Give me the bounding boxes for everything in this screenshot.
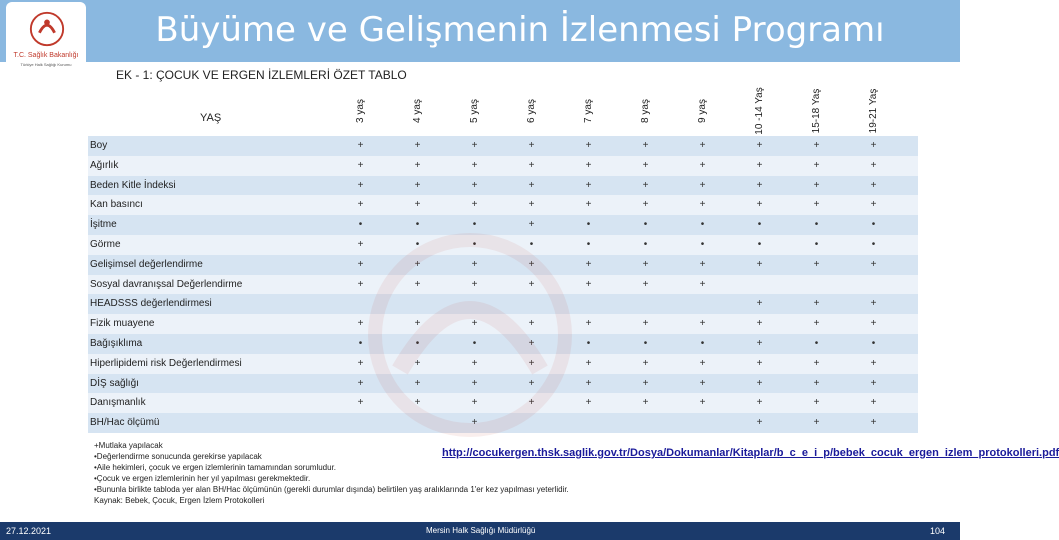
page-number: 104 (930, 526, 946, 536)
protocol-link[interactable]: http://cocukergen.thsk.saglik.gov.tr/Dosya/Dokumanlar/Kitaplar/b_c_e_i_p/bebek_cocuk_ergen_izlem_protokolleri.pdf (442, 447, 1059, 459)
table-cell: + (756, 258, 763, 270)
table-cell: • (415, 338, 420, 349)
table-subtitle: EK - 1: ÇOCUK VE ERGEN İZLEMLERİ ÖZET TABLO (116, 68, 407, 82)
table-cell: • (871, 338, 876, 349)
table-cell: • (700, 338, 705, 349)
table-cell: + (756, 140, 763, 151)
table-cell: + (699, 397, 706, 409)
table-cell: • (586, 239, 591, 250)
table-cell: + (528, 219, 535, 231)
table-cell: + (870, 199, 877, 211)
table-cell: • (472, 338, 477, 349)
table-cell: + (870, 318, 877, 330)
column-header (845, 86, 902, 136)
table-cell: + (699, 377, 706, 389)
table-cell: + (471, 357, 478, 369)
table-cell: + (471, 318, 478, 330)
table-cell: + (870, 377, 877, 389)
table-cell: + (756, 417, 763, 429)
footnote-line: •Aile hekimleri, çocuk ve ergen izlemlerinin tamamından sorumludur. (94, 463, 337, 472)
table-cell: • (472, 219, 477, 231)
table-cell: + (471, 199, 478, 211)
table-cell: + (813, 298, 820, 310)
table-cell: • (757, 239, 762, 250)
table-cell: + (870, 417, 877, 429)
table-cell: + (870, 258, 877, 270)
table-cell: + (471, 278, 478, 290)
table-cell: + (471, 397, 478, 409)
row-label: Bağışıklıma (90, 338, 143, 349)
table-cell: + (756, 159, 763, 171)
table-cell: + (585, 318, 592, 330)
table-cell: + (870, 357, 877, 369)
table-cell: + (414, 258, 421, 270)
table-cell: + (699, 159, 706, 171)
table-cell: + (813, 199, 820, 211)
table-cell: • (814, 219, 819, 231)
table-cell: + (528, 199, 535, 211)
row-label: HEADSSS değerlendirmesi (90, 298, 212, 310)
column-header-label: 8 yaş (639, 99, 651, 123)
table-cell: + (642, 377, 649, 389)
age-column-label: YAŞ (200, 112, 222, 124)
column-header (731, 86, 788, 136)
table-cell: + (813, 397, 820, 409)
logo-subtext: Türkiye Halk Sağlığı Kurumu (20, 62, 72, 67)
table-cell: + (471, 140, 478, 151)
table-cell: + (357, 140, 364, 151)
column-header (389, 86, 446, 136)
footer-date: 27.12.2021 (6, 526, 52, 536)
row-label: Gelişimsel değerlendirme (90, 258, 203, 270)
table-cell: + (813, 179, 820, 191)
table-cell: + (528, 278, 535, 290)
table-cell: + (357, 377, 364, 389)
table-cell: • (472, 239, 477, 250)
table-cell: • (358, 219, 363, 231)
table-cell: + (699, 140, 706, 151)
footnote-line: Kaynak: Bebek, Çocuk, Ergen İzlem Protokolleri (94, 496, 265, 505)
column-header (332, 86, 389, 136)
row-label: Beden Kitle İndeksi (90, 179, 176, 191)
table-cell: + (357, 357, 364, 369)
table-cell: + (813, 357, 820, 369)
row-label: Sosyal davranışsal Değerlendirme (90, 278, 243, 290)
watermark-logo-icon (320, 230, 620, 440)
table-cell: + (756, 199, 763, 211)
column-header (503, 86, 560, 136)
row-label: İşitme (90, 219, 117, 231)
table-cell: + (756, 397, 763, 409)
table-cell: + (414, 397, 421, 409)
table-cell: • (814, 338, 819, 349)
table-cell: + (813, 159, 820, 171)
table-cell: • (643, 338, 648, 349)
row-label: BH/Hac ölçümü (90, 417, 160, 429)
table-cell: + (813, 377, 820, 389)
footnote-line: •Bununla birlikte tabloda yer alan BH/Hac ölçümünün (gerekli durumlar dışında) belirtilen yaş aralıklarında 1'er kez yapılması yeterlidir. (94, 485, 569, 494)
table-cell: + (585, 199, 592, 211)
row-label: Fizik muayene (90, 318, 155, 330)
row-label: Ağırlık (90, 159, 119, 171)
table-cell: + (870, 159, 877, 171)
row-label: Boy (90, 140, 108, 151)
table-cell: + (756, 357, 763, 369)
table-cell: + (642, 199, 649, 211)
table-cell: + (756, 298, 763, 310)
column-header-label: 6 yaş (525, 99, 537, 123)
column-header-label: 7 yaş (582, 99, 594, 123)
column-header (560, 86, 617, 136)
table-cell: + (699, 318, 706, 330)
table-cell: + (414, 159, 421, 171)
table-cell: + (870, 298, 877, 310)
table-cell: + (414, 278, 421, 290)
table-cell: • (700, 239, 705, 250)
row-label: Hiperlipidemi risk Değerlendirmesi (90, 357, 242, 369)
table-cell: + (813, 417, 820, 429)
table-cell: + (357, 159, 364, 171)
table-cell: + (699, 357, 706, 369)
table-cell: + (528, 159, 535, 171)
column-header-label: 15-18 Yaş (810, 88, 822, 134)
table-cell: + (357, 239, 364, 250)
row-label: DİŞ sağlığı (90, 377, 139, 389)
table-cell: + (642, 179, 649, 191)
table-cell: + (870, 140, 877, 151)
table-cell: + (585, 397, 592, 409)
table-cell: + (813, 318, 820, 330)
table-cell: + (414, 140, 421, 151)
table-cell: + (585, 140, 592, 151)
table-cell: + (642, 140, 649, 151)
row-label: Kan basıncı (90, 199, 143, 211)
table-cell: + (870, 179, 877, 191)
table-cell: + (357, 397, 364, 409)
table-cell: + (642, 318, 649, 330)
table-cell: • (643, 239, 648, 250)
logo-text: T.C. Sağlık Bakanlığı (13, 52, 79, 59)
ministry-logo-icon (28, 10, 66, 48)
table-cell: + (528, 258, 535, 270)
table-cell: + (414, 377, 421, 389)
table-cell: + (756, 179, 763, 191)
column-header-label: 5 yaş (468, 99, 480, 123)
footer-organization: Mersin Halk Sağlığı Müdürlüğü (426, 526, 536, 535)
table-cell: • (586, 219, 591, 231)
table-cell: + (699, 258, 706, 270)
table-cell: • (643, 219, 648, 231)
table-cell: + (528, 140, 535, 151)
row-label: Danışmanlık (90, 397, 146, 409)
table-cell: + (642, 258, 649, 270)
table-cell: + (528, 318, 535, 330)
table-cell: + (528, 338, 535, 349)
row-label: Görme (90, 239, 121, 250)
footnote-line: +Mutlaka yapılacak (94, 441, 163, 450)
table-cell: • (529, 239, 534, 250)
table-cell: • (358, 338, 363, 349)
column-header (617, 86, 674, 136)
table-cell: + (756, 318, 763, 330)
table-cell: + (813, 258, 820, 270)
table-cell: + (471, 417, 478, 429)
column-header (446, 86, 503, 136)
table-cell: + (471, 377, 478, 389)
table-cell: • (586, 338, 591, 349)
table-cell: + (414, 199, 421, 211)
table-cell: + (699, 278, 706, 290)
column-header-label: 3 yaş (354, 99, 366, 123)
table-cell: + (585, 159, 592, 171)
column-header (788, 86, 845, 136)
table-cell: + (414, 357, 421, 369)
table-cell: + (756, 377, 763, 389)
table-cell: + (699, 179, 706, 191)
table-cell: + (357, 179, 364, 191)
table-cell: + (471, 159, 478, 171)
table-cell: + (471, 258, 478, 270)
table-cell: + (585, 278, 592, 290)
table-cell: + (642, 278, 649, 290)
table-cell: • (700, 219, 705, 231)
page-title: Büyüme ve Gelişmenin İzlenmesi Programı (155, 10, 885, 50)
table-cell: + (756, 338, 763, 349)
column-header-label: 4 yaş (411, 99, 423, 123)
table-cell: + (642, 159, 649, 171)
table-cell: • (757, 219, 762, 231)
column-header (674, 86, 731, 136)
table-cell: + (357, 199, 364, 211)
table-cell: + (528, 357, 535, 369)
table-cell: + (585, 179, 592, 191)
table-cell: + (357, 278, 364, 290)
table-cell: + (870, 397, 877, 409)
table-cell: + (585, 258, 592, 270)
table-cell: • (415, 239, 420, 250)
column-header-label: 19-21 Yaş (867, 88, 879, 134)
footnote-line: •Değerlendirme sonucunda gerekirse yapılacak (94, 452, 262, 461)
table-cell: • (871, 219, 876, 231)
table-cell: • (415, 219, 420, 231)
table-cell: + (642, 357, 649, 369)
table-cell: + (528, 179, 535, 191)
table-cell: + (357, 318, 364, 330)
table-cell: + (585, 357, 592, 369)
table-cell: + (414, 179, 421, 191)
table-cell: + (414, 318, 421, 330)
table-cell: + (471, 179, 478, 191)
logo (6, 2, 86, 92)
table-cell: + (813, 140, 820, 151)
table-cell: + (528, 377, 535, 389)
table-cell: + (528, 397, 535, 409)
table-cell: + (585, 377, 592, 389)
column-header-label: 9 yaş (696, 99, 708, 123)
table-cell: + (357, 258, 364, 270)
table-cell: + (699, 199, 706, 211)
table-cell: • (871, 239, 876, 250)
footnote-line: •Çocuk ve ergen izlemlerinin her yıl yapılması gerekmektedir. (94, 474, 311, 483)
table-cell: • (814, 239, 819, 250)
column-header-label: 10 -14 Yaş (753, 87, 765, 135)
table-cell: + (642, 397, 649, 409)
